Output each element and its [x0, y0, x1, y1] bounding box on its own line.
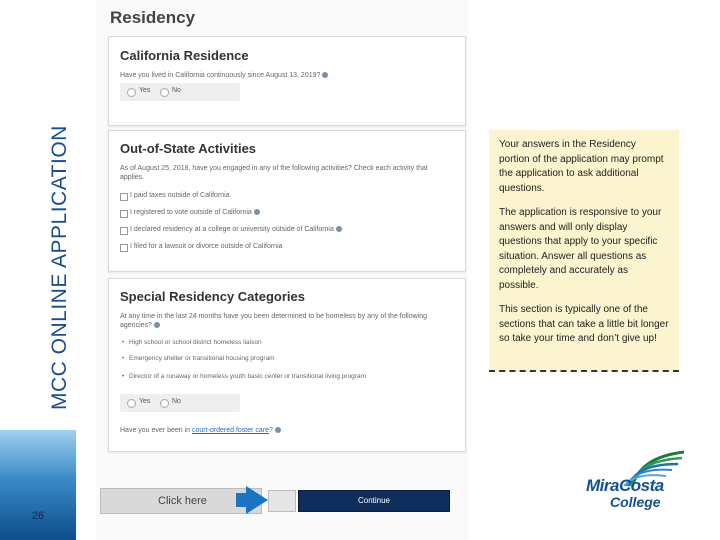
checkbox[interactable]: [120, 210, 128, 218]
checkbox[interactable]: [120, 244, 128, 252]
click-here-label: Click here: [158, 495, 207, 507]
no-label: No: [172, 87, 181, 94]
application-screenshot: [96, 0, 468, 540]
callout-paragraph: This section is typically one of the sections that can take a little bit longer so take your time and don’t give up!: [499, 304, 669, 344]
california-heading: California Residence: [120, 48, 249, 63]
no-radio[interactable]: [160, 399, 169, 408]
side-title-text: MCC ONLINE APPLICATION: [48, 125, 71, 410]
info-icon[interactable]: [275, 427, 281, 433]
yes-radio[interactable]: [127, 88, 136, 97]
out-of-state-card: Out-of-State Activities As of August 25, 2018, have you engaged in any of the following activities? Check each activity that applies. I paid taxes outside of California I registered to vote outside of California I declared residency at a college or university outside of California I filed for a lawsuit or divorce outside of California: [108, 130, 466, 272]
foster-care-question: Have you ever been in court-ordered foster care?: [120, 426, 450, 435]
homeless-agency-item: • Director of a runaway or homeless youth basic center or transitional living program: [129, 373, 366, 380]
info-icon[interactable]: [336, 226, 342, 232]
no-radio[interactable]: [160, 88, 169, 97]
california-question: Have you lived in California continuously since August 13, 2019?: [120, 71, 450, 80]
yes-label: Yes: [139, 398, 151, 405]
california-radio-group: [120, 83, 240, 101]
callout-paragraph: The application is responsive to your answers and will only display questions that apply to your specific situation. Answer all questions as completely and accurately as possible.: [499, 207, 662, 291]
right-arrow-icon: [246, 486, 268, 514]
yes-radio[interactable]: [127, 399, 136, 408]
california-residence-card: [108, 36, 466, 126]
page-number: 26: [31, 510, 45, 522]
side-color-bar: [0, 430, 76, 540]
special-heading: Special Residency Categories: [120, 289, 305, 304]
checkbox[interactable]: [120, 227, 128, 235]
continue-label: Continue: [357, 496, 391, 505]
section-title: Residency: [110, 8, 196, 27]
checkbox[interactable]: [120, 193, 128, 201]
no-label: No: [172, 398, 181, 405]
back-button[interactable]: [268, 490, 296, 512]
special-residency-card: [108, 278, 466, 452]
special-intro: At any time in the last 24 months have you been determined to be homeless by any of the following agencies?: [120, 313, 428, 329]
out-of-state-intro: As of August 25, 2018, have you engaged in any of the following activities? Check each activity that applies.: [120, 165, 428, 181]
info-icon[interactable]: [254, 209, 260, 215]
foster-care-link[interactable]: court-ordered foster care: [192, 427, 270, 434]
homeless-agency-item: • High school or school district homeless liaison: [129, 339, 262, 346]
homeless-agency-item: • Emergency shelter or transitional housing program: [129, 355, 275, 362]
continue-button[interactable]: [298, 490, 450, 512]
miracosta-college-logo: [572, 450, 692, 525]
info-icon[interactable]: [322, 72, 328, 78]
special-radio-group: [120, 394, 240, 412]
info-icon[interactable]: [154, 322, 160, 328]
logo-text-college: College: [610, 494, 661, 510]
slide-side-title: [28, 20, 72, 410]
callout-paragraph: Your answers in the Residency portion of the application may prompt the application to ask additional questions.: [499, 139, 664, 194]
out-of-state-heading: Out-of-State Activities: [120, 141, 257, 156]
yes-label: Yes: [139, 87, 151, 94]
logo-text-miracosta: MiraCosta: [586, 476, 664, 495]
info-callout: [489, 130, 679, 372]
